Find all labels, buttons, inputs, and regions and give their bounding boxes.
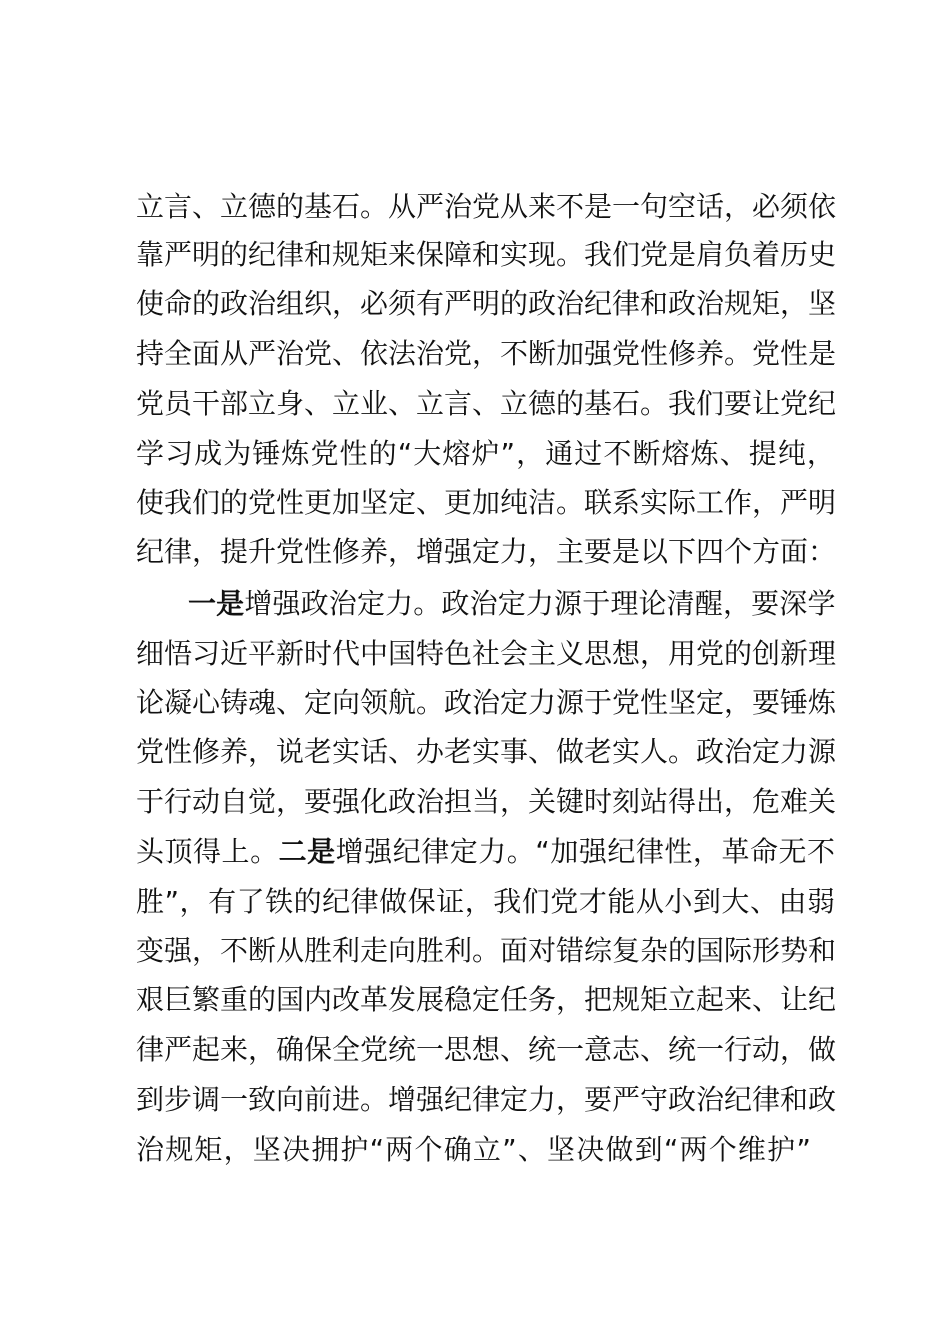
text-line — [136, 532, 836, 572]
text-line — [136, 334, 836, 374]
line-text: 于行动自觉，要强化政治担当，关键时刻站得出，危难关 — [136, 785, 837, 818]
bold-lead: 一是 — [188, 587, 245, 620]
line-text: 胜”，有了铁的纪律做保证，我们党才能从小到大、由弱 — [136, 885, 836, 918]
line-text: 细悟习近平新时代中国特色社会主义思想，用党的创新理 — [136, 637, 837, 670]
line-text: 纪律，提升党性修养，增强定力，主要是以下四个方面： — [136, 535, 837, 568]
text-line — [136, 683, 836, 723]
text-line — [136, 980, 836, 1020]
line-text: 治规矩，坚决拥护“两个确立”、坚决做到“两个维护” — [136, 1133, 813, 1166]
text-line — [136, 1030, 836, 1070]
text-line — [136, 284, 836, 324]
paragraph-first-line — [188, 584, 836, 624]
text-line — [136, 634, 836, 674]
line-text: 到步调一致向前进。增强纪律定力，要严守政治纪律和政 — [136, 1083, 837, 1116]
bold-lead: 二是 — [278, 835, 336, 868]
line-text: 立言、立德的基石。从严治党从来不是一句空话，必须依 — [136, 190, 837, 223]
line-text: 变强，不断从胜利走向胜利。面对错综复杂的国际形势和 — [136, 934, 837, 967]
line-text: 头顶得上。 — [136, 835, 279, 868]
text-line — [136, 384, 836, 424]
line-text: 使命的政治组织，必须有严明的政治纪律和政治规矩，坚 — [136, 287, 837, 320]
line-text: 靠严明的纪律和规矩来保障和实现。我们党是肩负着历史 — [136, 238, 837, 271]
text-line — [136, 931, 836, 971]
line-text: 增强政治定力。政治定力源于理论清醒，要深学 — [244, 587, 836, 620]
text-line — [136, 1080, 836, 1120]
line-text: 持全面从严治党、依法治党，不断加强党性修养。党性是 — [136, 337, 837, 370]
text-line — [136, 235, 836, 275]
line-text: 使我们的党性更加坚定、更加纯洁。联系实际工作，严明 — [136, 486, 837, 519]
line-text: 学习成为锤炼党性的“大熔炉”，通过不断熔炼、提纯， — [136, 437, 837, 470]
text-line — [136, 882, 836, 922]
line-text: 艰巨繁重的国内改革发展稳定任务，把规矩立起来、让纪 — [136, 983, 837, 1016]
text-line — [136, 187, 836, 227]
text-line — [136, 483, 836, 523]
line-text: 党员干部立身、立业、立言、立德的基石。我们要让党纪 — [136, 387, 837, 420]
text-line — [136, 434, 836, 474]
line-text: 论凝心铸魂、定向领航。政治定力源于党性坚定，要锤炼 — [136, 686, 837, 719]
line-text: 党性修养，说老实话、办老实事、做老实人。政治定力源 — [136, 735, 837, 768]
text-line — [136, 832, 836, 872]
line-text: 律严起来，确保全党统一思想、统一意志、统一行动，做 — [136, 1033, 837, 1066]
text-line — [136, 732, 836, 772]
line-text: 增强纪律定力。“加强纪律性，革命无不 — [335, 835, 836, 868]
text-line — [136, 782, 836, 822]
text-line — [136, 1130, 836, 1170]
